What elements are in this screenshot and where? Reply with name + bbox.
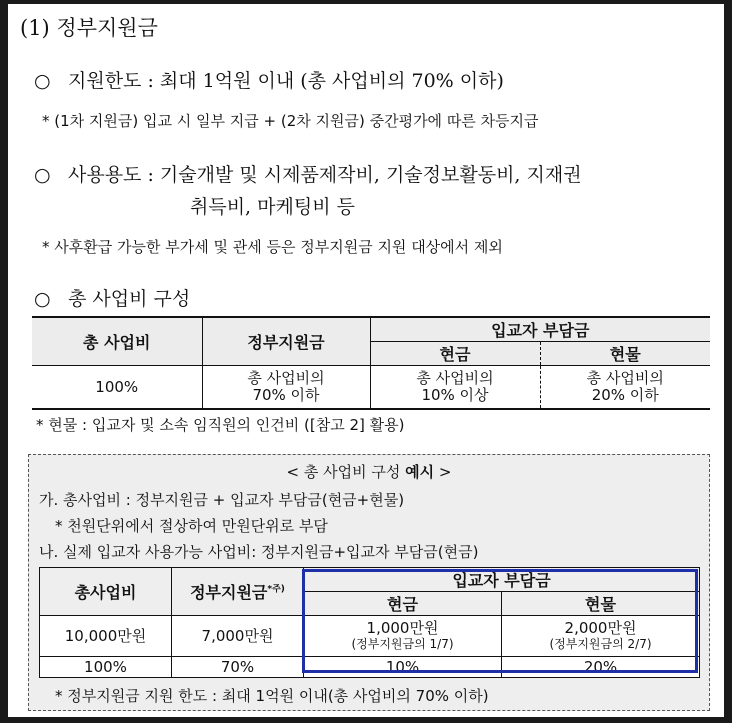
ex-inkind-amount-sub: (정부지원금의 2/7) <box>549 637 652 651</box>
usage-note: * 사후환급 가능한 부가세 및 관세 등은 정부지원금 지원 대상에서 제외 <box>42 238 503 256</box>
cell-cash-ratio-line1: 총 사업비의 <box>416 369 494 387</box>
ex-header-inkind: 현물 <box>502 592 700 616</box>
cell-gov-ratio <box>202 366 370 410</box>
support-limit-note: * (1차 지원금) 입교 시 일부 지급 + (2차 지원금) 중간평가에 따른 차등지급 <box>42 112 539 130</box>
ex-header-gov <box>172 568 304 616</box>
cell-inkind-ratio-line2: 20% 이하 <box>591 386 659 404</box>
composition-text: 총 사업비 구성 <box>68 288 191 310</box>
example-budget-table <box>39 567 700 678</box>
usage-text-line2: 취득비, 마케팅비 등 <box>190 196 355 218</box>
ex-header-gov-label: 정부지원금 <box>190 583 268 602</box>
header-cash: 현금 <box>370 342 540 366</box>
document-page <box>8 4 724 717</box>
ex-header-total: 총사업비 <box>40 568 172 616</box>
header-participant-share: 입교자 부담금 <box>370 317 710 342</box>
cell-gov-ratio-line1: 총 사업비의 <box>247 369 325 387</box>
ex-cell-total-percent: 100% <box>40 657 172 678</box>
ex-cell-total-amount: 10,000만원 <box>40 616 172 657</box>
example-title-post: > <box>434 463 452 481</box>
example-title-pre: < 총 사업비 구성 <box>286 463 406 481</box>
header-gov-support: 정부지원금 <box>202 317 370 366</box>
support-limit-item <box>34 66 504 93</box>
circle-bullet-icon: ○ <box>34 288 51 310</box>
example-title <box>29 461 709 482</box>
cell-cash-ratio-line2: 10% 이상 <box>421 386 489 404</box>
ex-inkind-amount-value: 2,000만원 <box>564 619 637 637</box>
ex-cell-inkind-amount <box>502 616 700 657</box>
circle-bullet-icon: ○ <box>34 70 51 92</box>
usage-text-line1: 사용용도 : 기술개발 및 시제품제작비, 기술정보활동비, 지재권 <box>68 164 582 186</box>
example-box <box>28 454 710 711</box>
cell-inkind-ratio <box>540 366 710 410</box>
budget-composition-table <box>32 316 710 410</box>
section-heading: (1) 정부지원금 <box>20 16 158 40</box>
example-line-ga: 가. 총사업비 : 정부지원금 + 입교자 부담금(현금+현물) <box>39 491 405 509</box>
ex-cash-amount-value: 1,000만원 <box>366 619 439 637</box>
ex-header-cash: 현금 <box>304 592 502 616</box>
cell-inkind-ratio-line1: 총 사업비의 <box>586 369 664 387</box>
ex-cash-amount-sub: (정부지원금의 1/7) <box>351 637 454 651</box>
in-kind-note: * 현물 : 입교자 및 소속 임직원의 인건비 ([참고 2] 활용) <box>36 416 405 434</box>
header-in-kind: 현물 <box>540 342 710 366</box>
ex-cell-gov-amount: 7,000만원 <box>172 616 304 657</box>
example-line-ga-note: * 천원단위에서 절상하여 만원단위로 부담 <box>55 517 328 535</box>
support-limit-text: 지원한도 : 최대 1억원 이내 (총 사업비의 70% 이하) <box>68 70 504 92</box>
composition-item <box>34 284 190 311</box>
ex-cell-cash-amount <box>304 616 502 657</box>
usage-item <box>34 160 582 187</box>
example-title-bold: 예시 <box>405 463 435 481</box>
ex-cell-cash-percent: 10% <box>304 657 502 678</box>
ex-cell-gov-percent: 70% <box>172 657 304 678</box>
ex-header-share: 입교자 부담금 <box>304 568 700 592</box>
ex-header-gov-footnote-mark: *주) <box>267 584 285 595</box>
circle-bullet-icon: ○ <box>34 164 51 186</box>
cell-cash-ratio <box>370 366 540 410</box>
example-footnote: * 정부지원금 지원 한도 : 최대 1억원 이내(총 사업비의 70% 이하) <box>55 687 489 705</box>
ex-cell-inkind-percent: 20% <box>502 657 700 678</box>
example-line-na: 나. 실제 입교자 사용가능 사업비: 정부지원금+입교자 부담금(현금) <box>39 543 479 561</box>
header-total-cost: 총 사업비 <box>32 317 202 366</box>
cell-gov-ratio-line2: 70% 이하 <box>252 386 320 404</box>
cell-total-percent: 100% <box>32 366 202 410</box>
